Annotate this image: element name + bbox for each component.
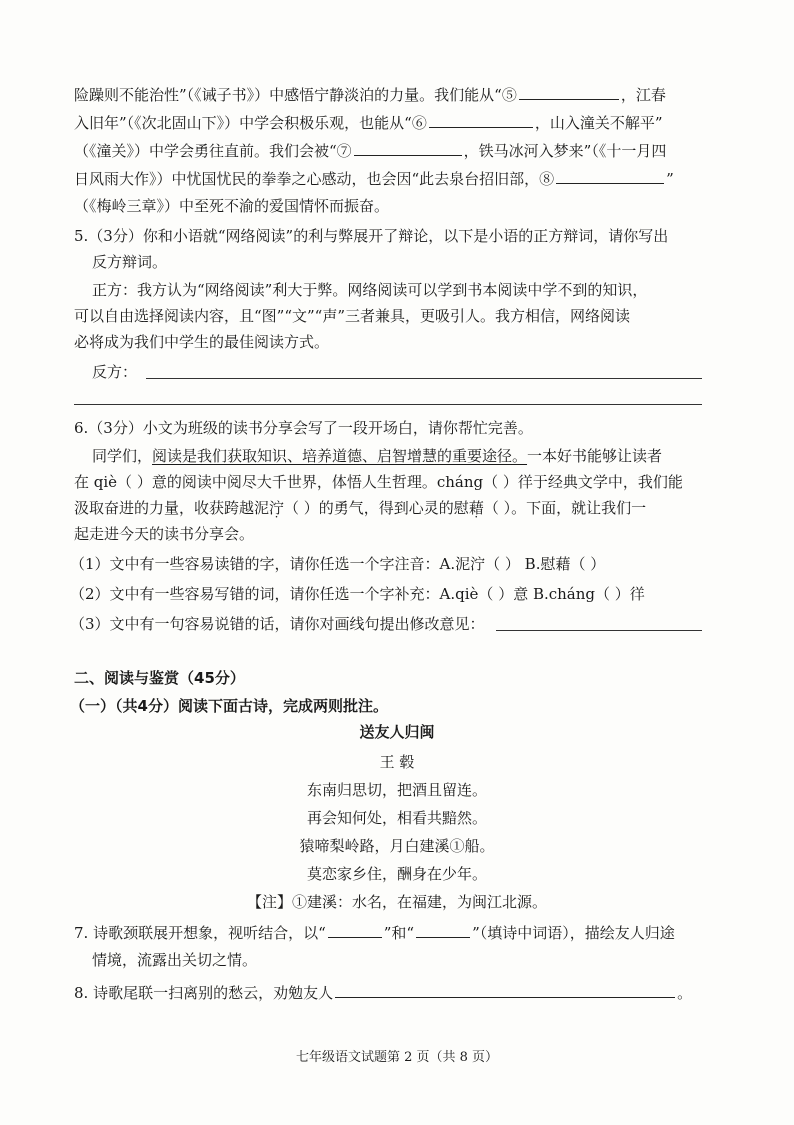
answer-blank-7[interactable] — [354, 140, 462, 156]
q4-line-2: 入旧年”（《次北固山下》）中学会积极乐观，也能从“⑥ ，山入潼关不解平” — [74, 114, 663, 132]
q4-line-1: 险躁则不能治性”（《诫子书》）中感悟宁静淡泊的力量。我们能从“⑤ ，江春 — [74, 86, 666, 104]
section-title: 二、阅读与鉴赏（45分） — [74, 669, 245, 687]
q6-para-1: 同学们，阅读是我们获取知识、培养道德、启智增慧的重要途径。一本好书能够让读者 — [92, 447, 663, 465]
answer-blank-5[interactable] — [519, 84, 619, 100]
q6-prompt: 6.（3分）小文为班级的读书分享会写了一段开场白，请你帮忙完善。 — [74, 419, 533, 437]
q6-sub-1: （1）文中有一些容易读错的字，请你任选一个字注音：A.泥泞（ ） B.慰藉（ ） — [70, 555, 606, 573]
poem-line-4: 莫恋家乡住，酬身在少年。 — [306, 865, 487, 883]
q6-sub-2: （2）文中有一些容易写错的词，请你任选一个字补充：A.qiè（ ）意 B.cháng（ ）徉 — [70, 585, 645, 603]
q7-line-2: 情境，流露出关切之情。 — [92, 951, 258, 969]
q7-line-1: 7. 诗歌颈联展开想象，视听结合，以“ ”和“ ”（填诗中词语），描绘友人归途 — [74, 924, 675, 942]
page-footer: 七年级语文试题第 2 页（共 8 页） — [295, 1050, 499, 1065]
q5-con-label: 反方： — [92, 363, 138, 381]
poem-title: 送友人归闽 — [359, 723, 435, 741]
q5-pro-para-2: 可以自由选择阅读内容，且“图”“文”“声”三者兼具，更吸引人。我方相信，网络阅读 — [74, 307, 631, 325]
q5-prompt-2: 反方辩词。 — [92, 253, 168, 271]
q6-answer-line[interactable] — [496, 630, 702, 631]
q8-line: 8. 诗歌尾联一扫离别的愁云，劝勉友人 。 — [74, 984, 693, 1002]
poem-line-3: 猿啼梨岭路，月白建溪①船。 — [299, 837, 495, 855]
q6-para-4: 起走进今天的读书分享会。 — [74, 525, 255, 543]
answer-blank-8[interactable] — [556, 168, 664, 184]
q5-answer-line-2[interactable] — [74, 404, 702, 405]
poem-line-2: 再会知何处，相看共黯然。 — [306, 809, 487, 827]
q4-line-3: （《潼关》）中学会勇往直前。我们会被“⑦ ，铁马冰河入梦来”（《十一月四 — [74, 142, 667, 160]
q5-prompt-1: 5.（3分）你和小语就“网络阅读”的利与弊展开了辩论，以下是小语的正方辩词，请你写出 — [74, 227, 669, 245]
q6-para-2: 在 qiè（ ）意的阅读中阅尽大千世界，体悟人生哲理。cháng（ ）徉于经典文学中，我们能 — [74, 473, 683, 491]
q8-answer-blank[interactable] — [335, 982, 675, 998]
q4-line-4: 日风雨大作》）中忧国忧民的拳拳之心感动，也会因“此去泉台招旧部，⑧ ” — [74, 170, 674, 188]
q7-blank-1[interactable] — [328, 922, 382, 938]
poem-line-1: 东南归思切，把酒且留连。 — [306, 781, 487, 799]
underlined-sentence: 阅读是我们获取知识、培养道德、启智增慧的重要途径。 — [152, 447, 528, 465]
q7-blank-2[interactable] — [416, 922, 470, 938]
q5-pro-para-3: 必将成为我们中学生的最佳阅读方式。 — [74, 333, 330, 351]
poem-note: 【注】①建溪：水名，在福建，为闽江北源。 — [246, 893, 547, 911]
q5-pro-para-1: 正方：我方认为“网络阅读”利大于弊。网络阅读可以学到书本阅读中学不到的知识， — [92, 281, 648, 299]
q6-para-3: 汲取奋进的力量，收获跨越泥泞（ ）的勇气，得到心灵的慰藉（ ）。下面，就让我们一 — [74, 499, 647, 517]
part-title: （一）（共4分）阅读下面古诗，完成两则批注。 — [70, 697, 388, 715]
q4-line-5: （《梅岭三章》）中至死不渝的爱国情怀而振奋。 — [74, 197, 390, 215]
q6-sub-3: （3）文中有一句容易说错的话，请你对画线句提出修改意见： — [70, 615, 485, 633]
q5-answer-line-1[interactable] — [146, 378, 702, 379]
answer-blank-6[interactable] — [429, 112, 533, 128]
poem-author: 王 毂 — [379, 753, 415, 771]
